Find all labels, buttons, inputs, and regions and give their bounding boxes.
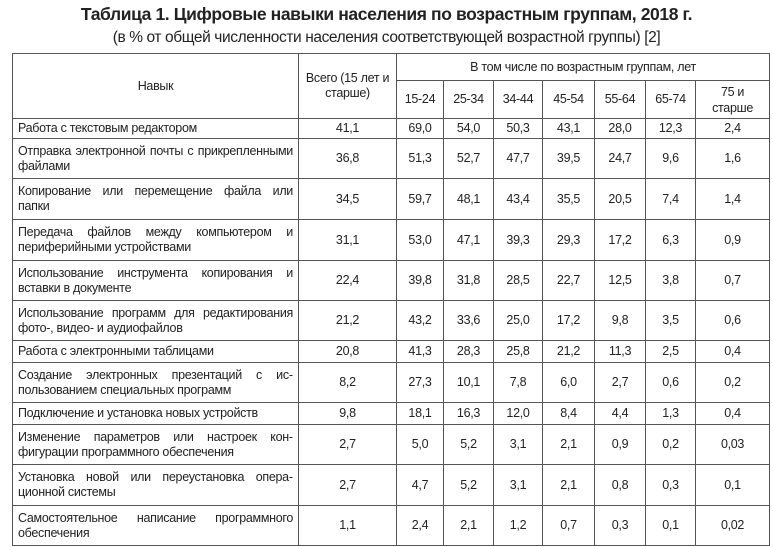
value-age-5: 6,3: [646, 220, 696, 261]
header-age-5: 65-74: [646, 81, 696, 119]
header-age-3: 45-54: [543, 81, 595, 119]
table-row: [13, 301, 770, 341]
value-age-4: 9,8: [595, 301, 646, 341]
table-title: Таблица 1. Цифровые навыки населения по возрастным группам, 2018 г.: [80, 4, 693, 24]
value-age-0: 41,3: [397, 341, 444, 363]
value-age-1: 47,1: [444, 220, 494, 261]
value-age-0: 2,4: [397, 506, 444, 546]
header-age-groups: В том числе по возрастным группам, лет: [397, 54, 770, 81]
value-age-5: 0,2: [646, 425, 696, 465]
value-age-3: 17,2: [543, 301, 595, 341]
value-age-0: 69,0: [397, 119, 444, 139]
value-age-2: 25,0: [494, 301, 543, 341]
value-total: 1,1: [299, 506, 397, 546]
value-age-4: 28,0: [595, 119, 646, 139]
value-total: 21,2: [299, 301, 397, 341]
value-age-4: 0,9: [595, 425, 646, 465]
value-age-0: 39,8: [397, 261, 444, 301]
skill-name: Отправка электронной почты с прикрепленными файлами: [13, 139, 299, 179]
value-age-6: 0,4: [696, 341, 770, 363]
value-age-6: 0,4: [696, 403, 770, 425]
value-age-5: 12,3: [646, 119, 696, 139]
value-age-1: 33,6: [444, 301, 494, 341]
value-age-4: 11,3: [595, 341, 646, 363]
value-age-5: 7,4: [646, 179, 696, 220]
value-age-3: 0,7: [543, 506, 595, 546]
skill-name: Подключение и установка новых устройств: [13, 403, 299, 425]
table-row: [13, 506, 770, 546]
value-age-6: 0,6: [696, 301, 770, 341]
value-age-0: 5,0: [397, 425, 444, 465]
skill-name: Создание электронных презентаций с использованием специальных программ: [13, 363, 299, 403]
table-row: [13, 425, 770, 465]
value-age-2: 7,8: [494, 363, 543, 403]
value-age-4: 0,8: [595, 465, 646, 506]
value-total: 8,2: [299, 363, 397, 403]
table-row: [13, 403, 770, 425]
value-total: 31,1: [299, 220, 397, 261]
value-age-4: 24,7: [595, 139, 646, 179]
value-age-3: 43,1: [543, 119, 595, 139]
skill-name: Изменение параметров или настроек конфигурации программного обеспечения: [13, 425, 299, 465]
value-age-5: 2,5: [646, 341, 696, 363]
value-age-1: 31,8: [444, 261, 494, 301]
value-age-3: 29,3: [543, 220, 595, 261]
header-age-1: 25-34: [444, 81, 494, 119]
value-age-4: 2,7: [595, 363, 646, 403]
value-age-3: 2,1: [543, 425, 595, 465]
skill-name: Использование инструмента копирования и вставки в документе: [13, 261, 299, 301]
value-age-1: 5,2: [444, 465, 494, 506]
value-age-4: 4,4: [595, 403, 646, 425]
value-age-2: 3,1: [494, 425, 543, 465]
value-age-3: 2,1: [543, 465, 595, 506]
header-age-4: 55-64: [595, 81, 646, 119]
value-age-5: 0,3: [646, 465, 696, 506]
value-age-1: 16,3: [444, 403, 494, 425]
value-age-3: 39,5: [543, 139, 595, 179]
table-subtitle: (в % от общей численности населения соответствующей возрастной группы) [2]: [112, 29, 661, 46]
value-age-3: 8,4: [543, 403, 595, 425]
value-age-0: 27,3: [397, 363, 444, 403]
table-row: [13, 261, 770, 301]
value-age-5: 3,5: [646, 301, 696, 341]
value-total: 2,7: [299, 465, 397, 506]
value-age-2: 25,8: [494, 341, 543, 363]
table-row: [13, 341, 770, 363]
value-age-0: 4,7: [397, 465, 444, 506]
header-total: Всего (15 лет и старше): [299, 54, 397, 119]
value-total: 22,4: [299, 261, 397, 301]
value-total: 20,8: [299, 341, 397, 363]
value-age-2: 1,2: [494, 506, 543, 546]
value-age-3: 22,7: [543, 261, 595, 301]
value-age-6: 0,7: [696, 261, 770, 301]
value-age-2: 47,7: [494, 139, 543, 179]
value-total: 34,5: [299, 179, 397, 220]
value-age-5: 9,6: [646, 139, 696, 179]
value-age-6: 0,2: [696, 363, 770, 403]
value-age-3: 21,2: [543, 341, 595, 363]
value-age-6: 1,4: [696, 179, 770, 220]
header-age-0: 15-24: [397, 81, 444, 119]
value-age-1: 48,1: [444, 179, 494, 220]
value-age-2: 39,3: [494, 220, 543, 261]
table-row: [13, 465, 770, 506]
value-age-2: 43,4: [494, 179, 543, 220]
skill-name: Работа с текстовым редактором: [13, 119, 299, 139]
value-age-6: 2,4: [696, 119, 770, 139]
skill-name: Установка новой или переустановка операционной системы: [13, 465, 299, 506]
table-row: [13, 220, 770, 261]
value-total: 36,8: [299, 139, 397, 179]
skill-name: Самостоятельное написание программного обеспечения: [13, 506, 299, 546]
value-age-0: 18,1: [397, 403, 444, 425]
table-row: [13, 119, 770, 139]
header-age-6: 75 и старше: [696, 81, 770, 119]
value-total: 9,8: [299, 403, 397, 425]
table-row: [13, 139, 770, 179]
value-age-2: 50,3: [494, 119, 543, 139]
value-age-5: 0,1: [646, 506, 696, 546]
skill-name: Использование программ для редактирования фото-, видео- и аудиофайлов: [13, 301, 299, 341]
value-age-4: 20,5: [595, 179, 646, 220]
value-age-6: 0,1: [696, 465, 770, 506]
value-age-4: 12,5: [595, 261, 646, 301]
header-skill: Навык: [13, 54, 299, 119]
value-age-0: 53,0: [397, 220, 444, 261]
value-age-6: 1,6: [696, 139, 770, 179]
value-age-4: 0,3: [595, 506, 646, 546]
table-row: [13, 363, 770, 403]
value-age-0: 59,7: [397, 179, 444, 220]
value-age-6: 0,9: [696, 220, 770, 261]
header-age-2: 34-44: [494, 81, 543, 119]
value-age-2: 12,0: [494, 403, 543, 425]
value-total: 41,1: [299, 119, 397, 139]
value-age-5: 0,6: [646, 363, 696, 403]
value-age-2: 28,5: [494, 261, 543, 301]
value-age-6: 0,03: [696, 425, 770, 465]
value-age-1: 54,0: [444, 119, 494, 139]
value-age-1: 2,1: [444, 506, 494, 546]
skill-name: Копирование или перемещение файла или папки: [13, 179, 299, 220]
value-age-1: 10,1: [444, 363, 494, 403]
table-row: [13, 179, 770, 220]
skill-name: Передача файлов между компьютером и периферийными устройствами: [13, 220, 299, 261]
value-age-6: 0,02: [696, 506, 770, 546]
value-age-0: 43,2: [397, 301, 444, 341]
value-age-3: 6,0: [543, 363, 595, 403]
value-age-1: 28,3: [444, 341, 494, 363]
value-age-2: 3,1: [494, 465, 543, 506]
value-age-5: 1,3: [646, 403, 696, 425]
value-age-1: 5,2: [444, 425, 494, 465]
value-age-1: 52,7: [444, 139, 494, 179]
value-total: 2,7: [299, 425, 397, 465]
value-age-0: 51,3: [397, 139, 444, 179]
skill-name: Работа с электронными таблицами: [13, 341, 299, 363]
value-age-3: 35,5: [543, 179, 595, 220]
value-age-5: 3,8: [646, 261, 696, 301]
skills-table: [12, 53, 770, 546]
value-age-4: 17,2: [595, 220, 646, 261]
